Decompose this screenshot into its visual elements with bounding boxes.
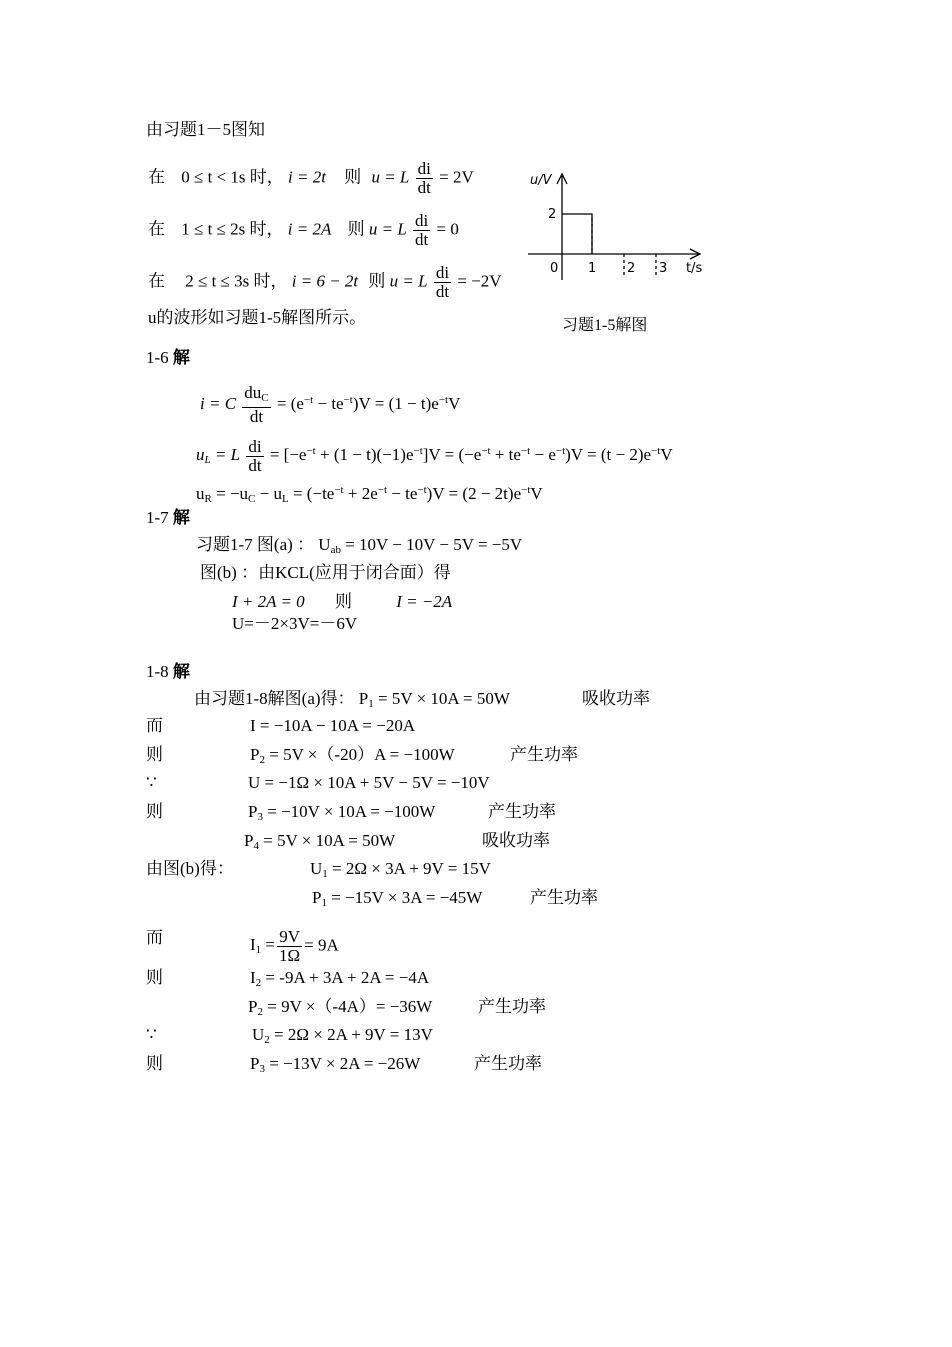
p15-r1-i: i = 2t (288, 167, 326, 187)
p17-line2: 图(b) ：由KCL(应用于闭合面）得 (200, 563, 451, 582)
p18-row-12-lead: 则 (146, 1054, 163, 1073)
p16-sol: 解 (172, 348, 190, 367)
x-axis-label: t/s (686, 261, 703, 276)
p18-sol: 解 (172, 662, 190, 681)
p16-heading (146, 348, 190, 368)
x-tick-3: 3 (659, 261, 668, 276)
p16-num: 1-6 (146, 348, 173, 367)
p16-eq3-text: $u_R = -u_C - u_L = (-te^{-t} + 2e^{-t} - te^{-t})V = (2 - 2t)e^{-t}V$ (196, 484, 543, 505)
p18-row-3-lead: ∵ (146, 773, 157, 792)
p18-row-12-eq: $P_3 = -13V \times 2A = -26W$ (250, 1054, 421, 1075)
p18-row-2-lead: 则 (146, 745, 163, 764)
p17-l1-pre: 习题1‑7 图(a) ： (196, 535, 315, 554)
p16-eq1-lhs: i = C (200, 393, 237, 413)
p18-row-8-eq: $I_1$ = $\frac{9V}{1\Omega}$ = 9A (250, 927, 339, 965)
p18-r0-text: 由习题1‑8解图(a)得： (194, 689, 355, 708)
p17-l3b: 则 (334, 592, 352, 611)
p18-row-11-lead: ∵ (146, 1025, 157, 1044)
p15-r3-frac: $\frac{di}{dt}$ (435, 263, 450, 301)
p15-r2-frac: $\frac{di}{dt}$ (415, 211, 429, 249)
p17-line3 (232, 592, 452, 612)
p15-r1-cond: 0 ≤ t < 1s 时， (181, 167, 284, 187)
p18-row-3-eq: U = −1Ω × 10A + 5V − 5V = −10V (248, 773, 490, 792)
p15-r1-ze: 则 (344, 167, 362, 187)
p16-eq3 (196, 480, 543, 509)
p15-r2-cond: 1 ≤ t ≤ 2s 时， (181, 219, 284, 239)
p18-row-8-frac: $\frac{9V}{1\Omega}$ (279, 927, 301, 965)
p18-row-9-eq: $I_2$ = ‑9A + 3A + 2A = −4A (250, 968, 430, 989)
p17-heading (146, 508, 190, 528)
p18-row-4-eq: $P_3 = -10V \times 10A = -100W$ (248, 802, 436, 823)
p18-num: 1-8 (146, 662, 173, 681)
p18-row-8-lead: 而 (146, 928, 163, 947)
x-tick-0: 0 (550, 261, 559, 276)
p18-row-9-lead: 则 (146, 968, 163, 987)
p15-r2-ze: 则 (347, 219, 365, 239)
y-tick-2: 2 (548, 207, 557, 222)
p16-eq1 (200, 384, 460, 426)
y-axis-label: u/V (530, 173, 552, 188)
p16-eq2-lhs: $u_L = L$ (196, 445, 241, 467)
p15-r2-lhs: u = L (368, 219, 407, 239)
p15-r3-i: i = 6 − 2t (291, 271, 359, 291)
p15-figure-caption: 习题1‑5解图 (562, 317, 648, 334)
p18-row-11-eq: $U_2 = 2\Omega \times 2A + 9V = 13V$ (252, 1025, 433, 1046)
p15-r2-zai: 在 (148, 219, 165, 239)
p18-row-2-note: 产生功率 (510, 745, 578, 764)
p18-heading (146, 662, 190, 682)
p15-r1-lhs: u = L (371, 167, 410, 187)
p15-row-1 (148, 160, 474, 197)
p17-num: 1-7 (146, 508, 173, 527)
p18-row-10-note: 产生功率 (478, 997, 546, 1016)
p15-r3-rhs: = −2V (457, 271, 502, 291)
p15-row-3 (148, 264, 502, 301)
x-tick-2: 2 (627, 261, 636, 276)
p17-l3c: I = −2A (396, 592, 453, 611)
p15-r2-i: i = 2A (287, 219, 332, 239)
p18-row-0 (194, 689, 510, 714)
p17-sol: 解 (172, 508, 190, 527)
p15-r3-zai: 在 (148, 271, 165, 291)
p18-row-6-lead: 由图(b)得： (146, 859, 234, 878)
p15-r1-frac: $\frac{di}{dt}$ (417, 159, 431, 197)
p18-row-7-note: 产生功率 (530, 888, 598, 907)
p15-r1-zai: 在 (148, 167, 165, 187)
p15-r1-rhs: = 2V (439, 167, 474, 187)
p16-eq2-rhs: = $[-e^{-t} + (1 - t)(-1)e^{-t}]V = (-e^{-t} + te^{-t} - e^{-t})V = (t - 2)e^{-t}V$ (269, 445, 673, 465)
p16-eq2 (196, 438, 673, 475)
p18-row-5-eq: $P_4 = 5V \times 10A = 50W$ (244, 831, 396, 852)
p18-row-12-note: 产生功率 (474, 1054, 542, 1073)
p15-wave-text: u的波形如习题1‑5解图所示。 (148, 308, 367, 327)
p18-r0-eq: $P_1 = 5V \times 10A = 50W$ (358, 689, 510, 710)
p18-row-10-eq: $P_2 = 9V$ ×（‑4A）= −36W (248, 997, 433, 1018)
p18-row-5-note: 吸收功率 (482, 831, 550, 850)
p18-row-2-eq: $P_2 = 5V$ ×（‑20）A = −100W (250, 745, 455, 766)
p15-waveform-figure (520, 168, 720, 292)
p17-line4: U=－2×3V=－6V (232, 614, 358, 633)
p18-row-1-lead: 而 (146, 716, 163, 735)
p18-row-7-eq: $P_1 = -15V \times 3A = -45W$ (312, 888, 483, 909)
p17-l1-eq: $U_{ab} = 10V - 10V - 5V = -5V$ (318, 535, 523, 556)
p15-r3-cond: 2 ≤ t ≤ 3s 时， (185, 271, 288, 291)
p18-row-4-note: 产生功率 (488, 802, 556, 821)
p17-line1 (196, 535, 522, 560)
p15-r3-lhs: u = L (389, 271, 428, 291)
p18-row-6-eq: $U_1 = 2\Omega \times 3A + 9V = 15V$ (310, 859, 491, 880)
p16-eq1-rhs: = $(e^{-t} - te^{-t})V = (1 - t)e^{-t}V$ (276, 393, 461, 413)
p15-r3-ze: 则 (368, 271, 386, 291)
p15-row-2 (148, 212, 459, 249)
p15-r2-rhs: = 0 (436, 219, 459, 239)
p16-eq2-frac: $\frac{di}{dt}$ (248, 437, 262, 475)
p18-r0-note: 吸收功率 (582, 689, 650, 708)
p18-row-1-eq: I = −10A − 10A = −20A (250, 716, 416, 735)
p16-eq1-frac: $\frac{du_C}{dt}$ (244, 383, 269, 426)
p17-l3a: I + 2A = 0 (232, 592, 305, 611)
x-tick-1: 1 (588, 261, 597, 276)
p18-row-4-lead: 则 (146, 802, 163, 821)
p15-intro: 由习题1－5图知 (146, 120, 265, 139)
waveform-line (562, 214, 592, 254)
